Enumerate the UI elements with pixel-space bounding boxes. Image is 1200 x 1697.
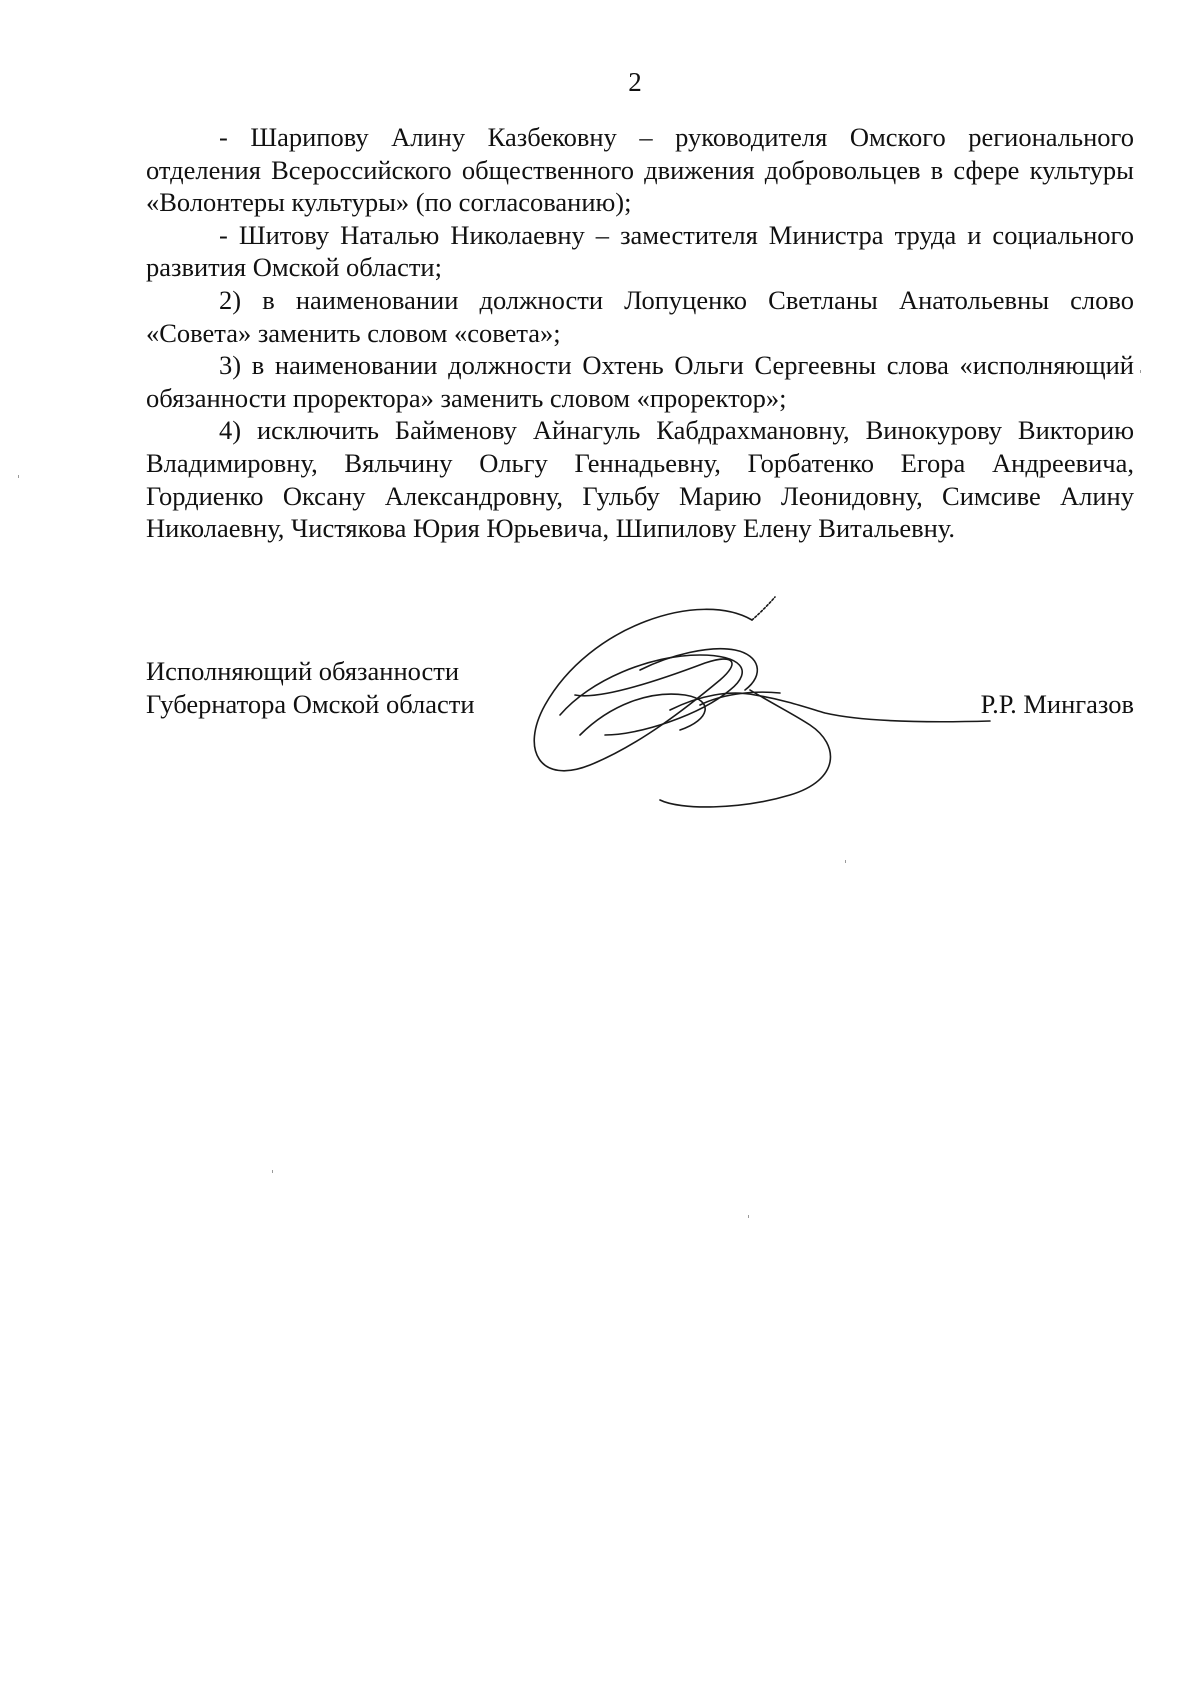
scan-speck [1140, 370, 1141, 373]
paragraph-shitova: - Шитову Наталью Николаевну – заместителя Министра труда и социального развития Омской области; [146, 219, 1134, 283]
signatory-name: Р.Р. Мингазов [980, 689, 1134, 719]
scan-speck [18, 475, 19, 478]
paragraph-sharipova: - Шарипову Алину Казбековну – руководителя Омского регионального отделения Всероссийского общественного движения добровольцев в сфере культуры «Волонтеры культуры» (по согласованию); [146, 122, 1134, 218]
paragraph-item-3: 3) в наименовании должности Охтень Ольги Сергеевны слова «исполняющий обязанности проректора» заменить словом «проректор»; [146, 350, 1134, 413]
document-body [146, 121, 1134, 545]
handwritten-signature [520, 595, 1010, 820]
paragraph-item-4: 4) исключить Байменову Айнагуль Кабдрахмановну, Винокурову Викторию Владимировну, Вяльчину Ольгу Геннадьевну, Горбатенко Егора Андреевича, Гордиенко Оксану Александровну, Гульбу Марию Леонидовну, Симсиве Алину Николаевну, Чистякова Юрия Юрьевича, Шипилову Елену Витальевну. [146, 415, 1134, 544]
scan-speck [845, 860, 846, 863]
scan-speck [272, 1170, 273, 1173]
signatory-role-line-2: Губернатора Омской области [146, 689, 475, 719]
paragraph-item-2: 2) в наименовании должности Лопуценко Светланы Анатольевны слово «Совета» заменить словом «совета»; [146, 284, 1134, 348]
signatory-role-line-1: Исполняющий обязанности [146, 656, 460, 686]
scan-speck [748, 1215, 749, 1218]
page-number: 2 [628, 67, 642, 97]
